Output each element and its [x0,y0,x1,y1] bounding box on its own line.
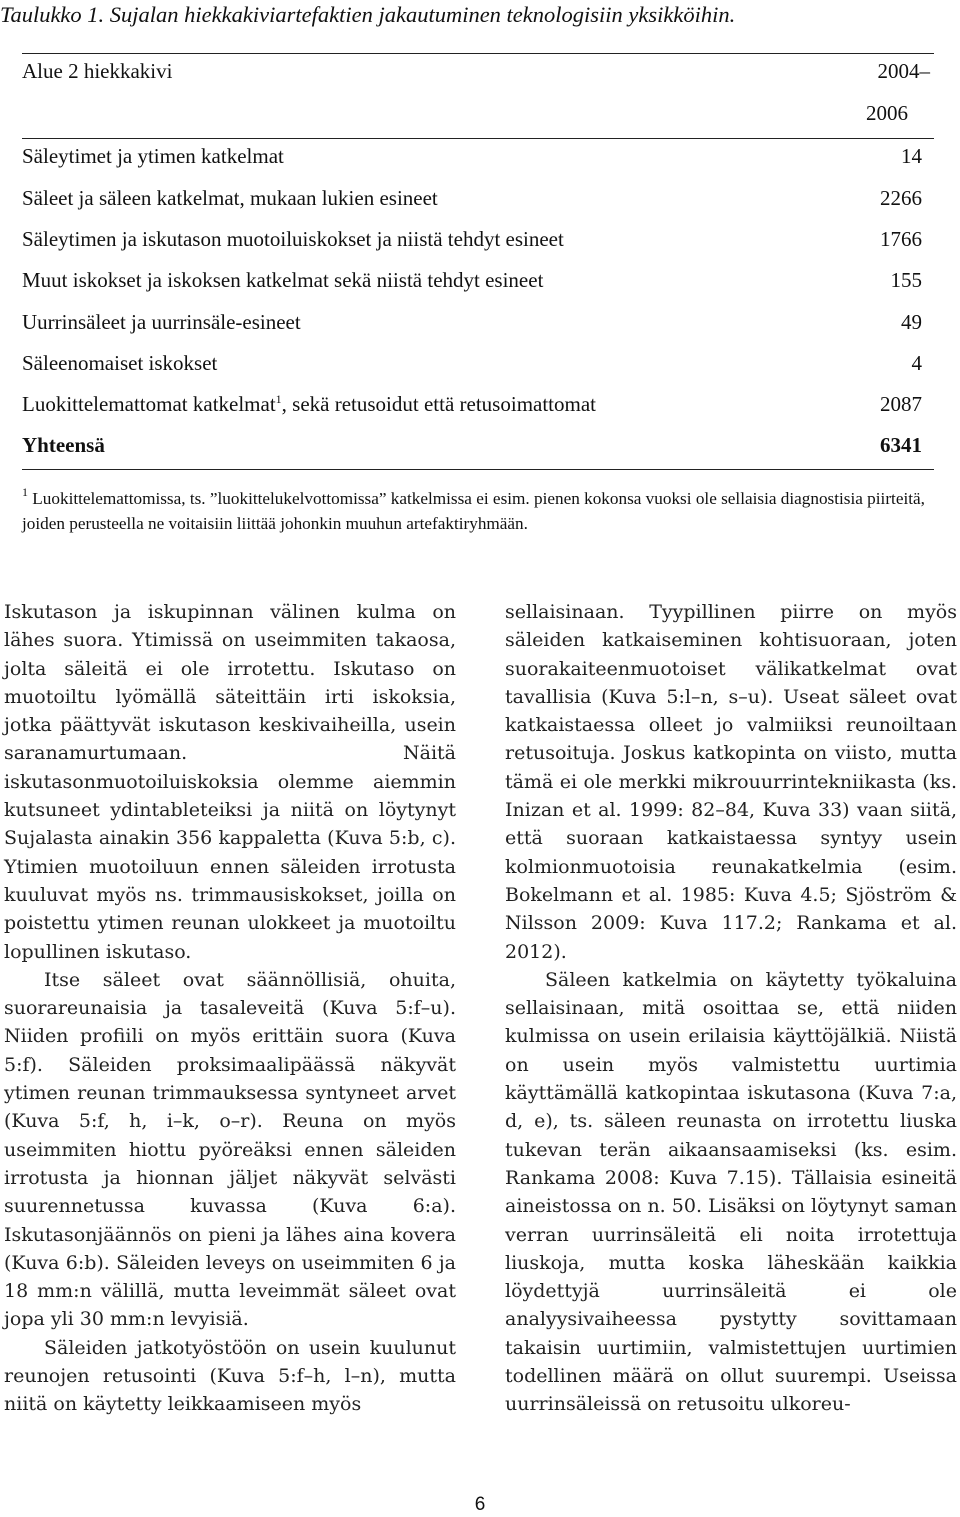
footnote-ref: 1 [275,392,282,406]
table-top-rule [22,53,934,54]
body-paragraph: Itse säleet ovat säännöllisiä, ohuita, suorareunaisia ja tasaleveitä (Kuva 5:f–u). Niiden profiili on myös erittäin suora (Kuva 5:f). Säleiden proksimaalipäässä näkyvät ytimen reunan trimmauksessa syntyneet arvet (Kuva 5:f, h, i–k, o–r). Reuna on myös useimmiten hiottu pyöreäksi ennen säleiden irrotusta ja hionnan jäljet näkyvät selvästi suurennetussa kuvassa (Kuva 6:a). Iskutasonjäännös on pieni ja lähes aina kovera (Kuva 6:b). Säleiden leveys on useimmiten 6 ja 18 mm:n välillä, mutta leveimmät säleet ovat jopa yli 30 mm:n levyisiä. [4,968,456,1331]
table-bottom-rule [22,469,934,470]
table-row-label-post: , sekä retusoidut että retusoimattomat [281,392,597,416]
table-total-value: 6341 [880,433,922,457]
table-row-label: Säleenomaiset iskokset [22,351,218,375]
table-row-label: Säleytimet ja ytimen katkelmat [22,144,284,168]
footnote-marker: 1 [22,485,28,499]
table-header-rule [22,138,934,139]
table-row-label [22,391,596,417]
footnote-text: Luokittelemattomissa, ts. ”luokittelukelvottomissa” katkelmissa ei esim. pienen kokonsa vuoksi ole sellaisia diagnostisia piirteitä, joiden perusteella ne voitaisiin liittää johonkin muuhun artefaktiryhmään. [22,489,925,533]
table-row-value: 155 [890,268,922,292]
table-row-label: Säleet ja säleen katkelmat, mukaan lukien esineet [22,186,438,210]
table-row-value: 4 [911,351,922,375]
page-number: 6 [474,1494,486,1515]
table-header-year-bottom: 2006 [866,101,908,125]
table-row-label: Säleytimen ja iskutason muotoiluiskokset ja niistä tehdyt esineet [22,227,564,251]
body-paragraph: sellaisinaan. Tyypillinen piirre on myös säleiden katkaiseminen kohtisuoraan, joten suorakaiteenmuotoiset välikatkelmat ovat tavallisia (Kuva 5:l–n, s–u). Useat säleet ovat katkaistaessa olleet jo valmiiksi reunoiltaan retusoituja. Joskus katkopinta on viisto, mutta tämä ei ole merkki mikrouurrintekniikasta (ks. Inizan et al. 1999: 82–84, Kuva 33) vaan siitä, että suoraan katkaistaessa syntyy usein kolmionmuotoisia reunakatkelmia (esim. Bokelmann et al. 1985: Kuva 4.5; Sjöström & Nilsson 2009: Kuva 117.2; Rankama et al. 2012). [505,601,957,963]
body-column-right [505,598,957,1419]
table-header-year-top: 2004– [877,59,930,83]
table-row-value: 49 [901,310,922,334]
body-paragraph: Säleiden jatkotyöstöön on usein kuulunut reunojen retusointi (Kuva 5:f–h, l–n), mutta niitä on käytetty leikkaamiseen myös [4,1336,456,1416]
table-row-label-pre: Luokittelemattomat katkelmat [22,392,276,416]
table-header-label: Alue 2 hiekkakivi [22,59,173,83]
table-row-label: Uurrinsäleet ja uurrinsäle-esineet [22,310,301,334]
table-footnote [22,486,934,536]
table-row-label: Muut iskokset ja iskoksen katkelmat sekä niistä tehdyt esineet [22,268,544,292]
table-row-value: 2266 [880,186,922,210]
table-row-value: 2087 [880,392,922,416]
table-row-value: 1766 [880,227,922,251]
body-column-left [4,598,456,1419]
body-paragraph: Iskutason ja iskupinnan välinen kulma on lähes suora. Ytimissä on useimmiten takaosa, jolta säleitä ei ole irrotettu. Iskutaso on muotoiltu lyömällä säteittäin irti iskoksia, jotka päättyvät iskutason keskivaiheilla, usein saranamurtumaan. Näitä iskutasonmuotoiluiskoksia olemme aiemmin kutsuneet ydintableteiksi ja niitä on löytynyt Sujalasta ainakin 356 kappaletta (Kuva 5:b, c). Ytimien muotoiluun ennen säleiden irrotusta kuuluvat myös ns. trimmausiskokset, joilla on poistettu ytimen reunan ulokkeet ja muotoiltu lopullinen iskutaso. [4,601,456,963]
body-paragraph: Säleen katkelmia on käytetty työkaluina sellaisinaan, mitä osoittaa se, että niiden kulmissa on usein erilaisia käyttöjälkiä. Niistä on usein myös valmistettu uurtimia käyttämällä katkopintaa iskutasona (Kuva 7:a, d, e), ts. säleen reunasta on irrotettu liuska tukevan terän aikaansaamiseksi (ks. esim. Rankama 2008: Kuva 7.15). Tällaisia esineitä aineistossa on n. 50. Lisäksi on löytynyt saman verran uurrinsäleitä eli noita irrotettuja liuskoja, mutta koska läheskään kaikkia löydettyjä uurrinsäleitä ei ole analyysivaiheessa pystytty sovittamaan takaisin uurtimiin, valmistettujen uurtimien todellinen määrä on ollut suurempi. Useissa uurrinsäleissä on retusoitu ulkoreu- [505,968,957,1416]
table-caption: Taulukko 1. Sujalan hiekkakiviartefaktien jakautuminen teknologisiin yksikköihin. [0,2,736,27]
table-total-label: Yhteensä [22,433,105,457]
table-row-value: 14 [901,144,922,168]
